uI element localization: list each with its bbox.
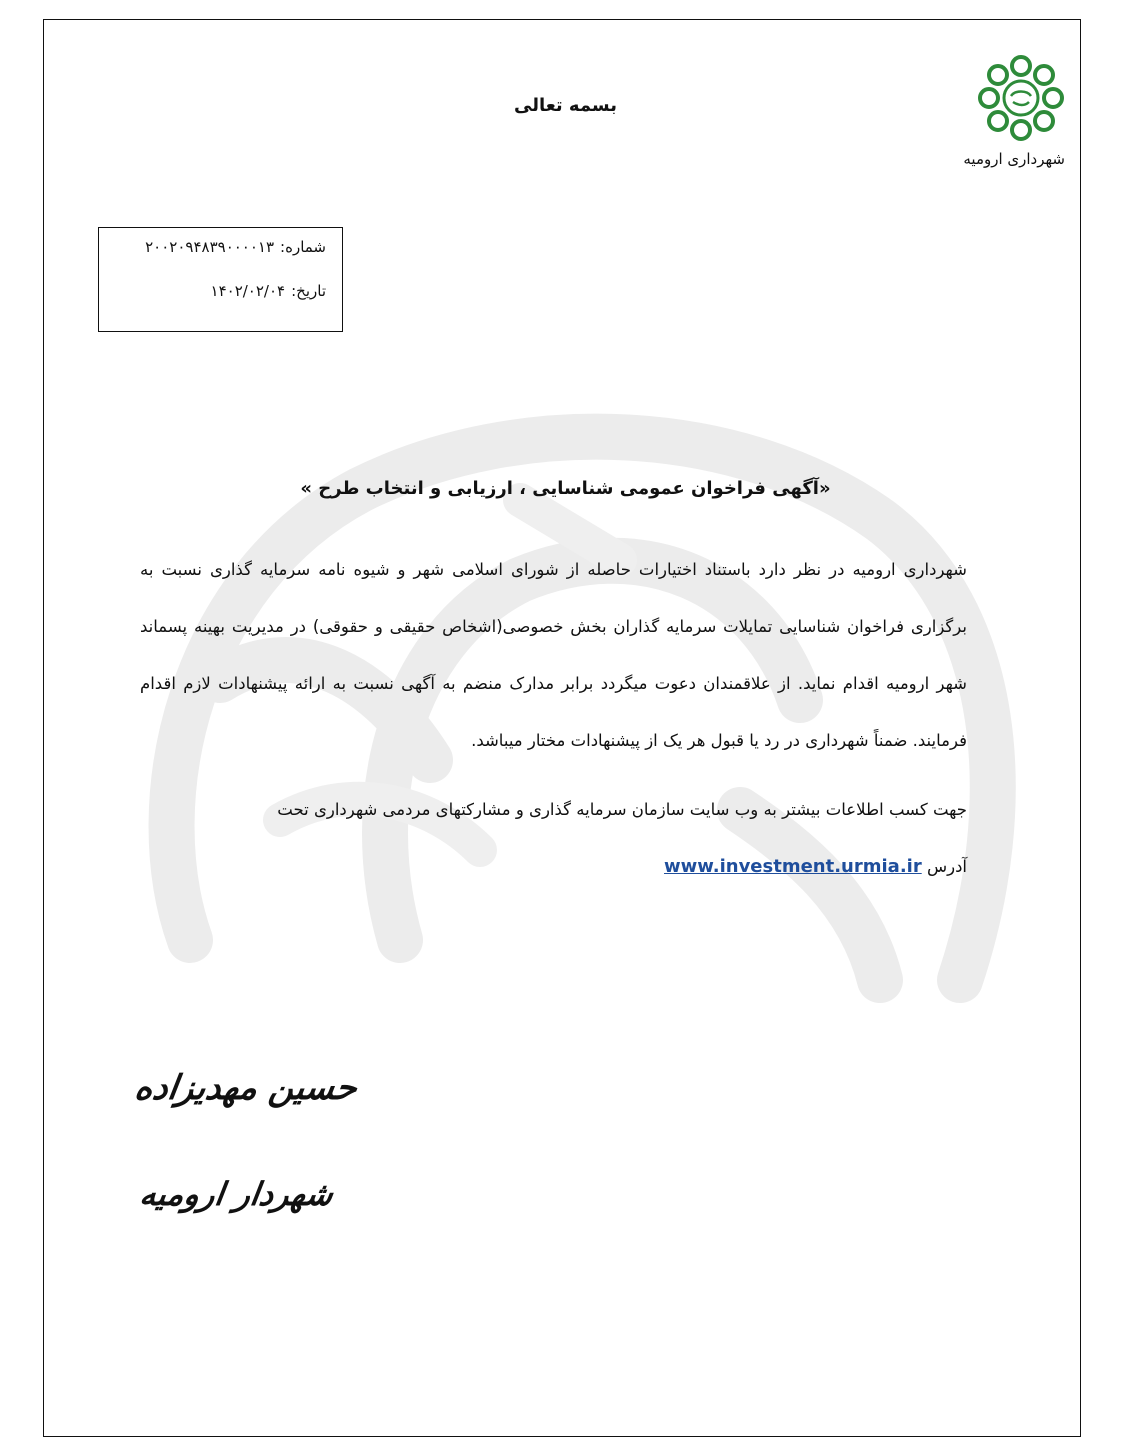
website-link[interactable]: www.investment.urmia.ir	[664, 856, 922, 877]
reference-box	[98, 227, 343, 332]
notice-paragraph-1: شهرداری ارومیه در نظر دارد باستناد اختیارات حاصله از شورای اسلامی شهر و شیوه نامه سرمایه گذاری نسبت به برگزاری فراخوان شناسایی تمایلات سرمایه گذاران بخش خصوصی(اشخاص حقیقی و حقوقی) در مدیریت بهینه پسماند شهر ارومیه اقدام نماید. از علاقمندان دعوت میگردد برابر مدارک منضم به آگهی نسبت به ارائه پیشنهادات لازم اقدام فرمایند. ضمناً شهرداری در رد یا قبول هر یک از پیشنهادات مختار میباشد.	[140, 560, 967, 750]
reference-number-value: ۲۰۰۲۰۹۴۸۳۹۰۰۰۰۱۳	[145, 238, 275, 256]
organization-name: شهرداری ارومیه	[963, 150, 1065, 168]
reference-number-label: شماره:	[280, 238, 326, 256]
signatory-name: حسین مهدیزاده	[132, 1068, 360, 1108]
notice-title: «آگهی فراخوان عمومی شناسایی ، ارزیابی و انتخاب طرح »	[300, 478, 831, 499]
basmala-heading: بسمه تعالی	[514, 95, 617, 116]
reference-date-row	[107, 282, 326, 300]
reference-date-label: تاریخ:	[291, 282, 326, 300]
reference-number-row	[107, 238, 326, 256]
address-label: آدرس	[926, 857, 967, 876]
notice-body	[140, 541, 967, 895]
notice-paragraph-2-text: جهت کسب اطلاعات بیشتر به وب سایت سازمان سرمایه گذاری و مشارکتهای مردمی شهرداری تحت	[277, 800, 967, 819]
signatory-title: شهردار ارومیه	[137, 1175, 336, 1213]
notice-paragraph-2	[140, 781, 967, 895]
reference-date-value: ۱۴۰۲/۰۲/۰۴	[210, 282, 286, 300]
